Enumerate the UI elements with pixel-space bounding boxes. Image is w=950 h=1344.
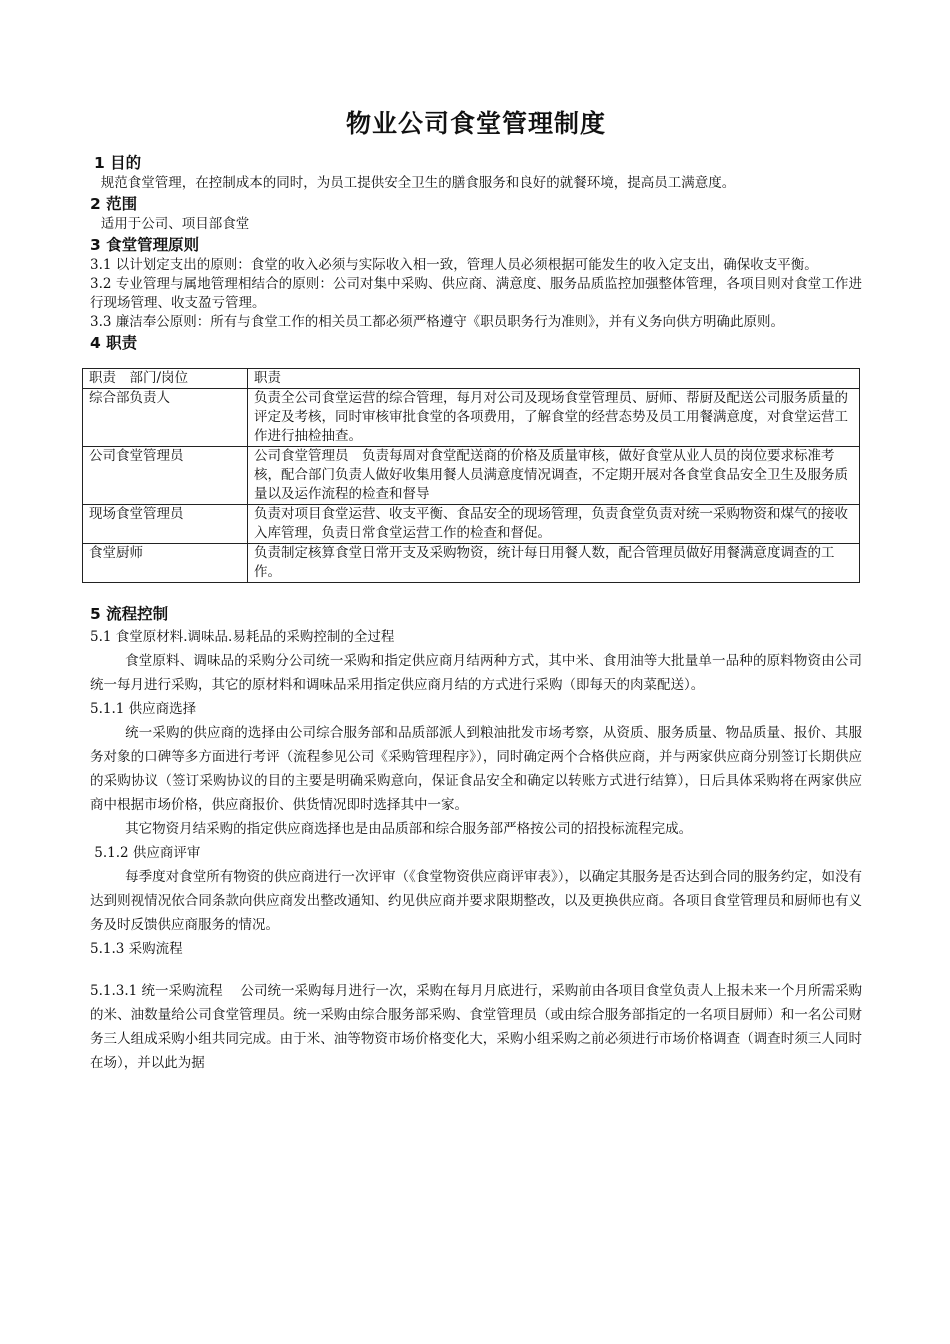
principle-3-1: 3.1 以计划定支出的原则：食堂的收入必须与实际收入相一致，管理人员必须根据可能发生的收入定支出，确保收支平衡。 [90,257,818,273]
table-cell-duty: 公司食堂管理员 负责每周对食堂配送商的价格及质量审核，做好食堂从业人员的岗位要求标准考核，配合部门负责人做好收集用餐人员满意度情况调查，不定期开展对各食堂食品安全卫生及服务质量以及运作流程的检查和督导 [248,447,860,505]
principle-3-2: 3.2 专业管理与属地管理相结合的原则：公司对集中采购、供应商、满意度、服务品质监控加强整体管理，各项目则对食堂工作进行现场管理、收支盈亏管理。 [90,276,862,311]
section-4-heading: 4 职责 [90,334,138,352]
table-row [83,389,860,447]
table-header-cell: 职责 [248,369,860,389]
spacer [90,961,862,979]
section-2-heading: 2 范围 [90,195,138,213]
section-5-1-3-1-text: 5.1.3.1 统一采购流程 公司统一采购每月进行一次，采购在每月月底进行，采购前由各项目食堂负责人上报未来一个月所需采购的米、油数量给公司食堂管理员。统一采购由综合服务部采购、食堂管理员（或由综合服务部指定的一名项目厨师）和一名公司财务三人组成采购小组共同完成。由于米、油等物资市场价格变化大，采购小组采购之前必须进行市场价格调查（调查时须三人同时在场），并以此为据 [90,983,862,1071]
section-5-1-title: 5.1 食堂原材料.调味品.易耗品的采购控制的全过程 [90,629,395,645]
table-cell-duty: 负责全公司食堂运营的综合管理，每月对公司及现场食堂管理员、厨师、帮厨及配送公司服务质量的评定及考核，同时审核审批食堂的各项费用，了解食堂的经营态势及员工用餐满意度，对食堂运营工作进行抽检抽查。 [248,389,860,447]
table-cell-role: 综合部负责人 [83,389,248,447]
section-5-heading: 5 流程控制 [90,605,169,623]
section-1-text: 规范食堂管理，在控制成本的同时，为员工提供安全卫生的膳食服务和良好的就餐环境，提高员工满意度。 [100,175,736,191]
section-1-heading: 1 目的 [94,154,142,172]
table-cell-duty: 负责制定核算食堂日常开支及采购物资，统计每日用餐人数，配合管理员做好用餐满意度调查的工作。 [248,544,860,583]
section-5-1-1-title: 5.1.1 供应商选择 [90,701,197,717]
table-header-row [83,369,860,389]
table-row [83,505,860,544]
table-header-cell: 职责 部门/岗位 [83,369,248,389]
section-5-1-2-text: 每季度对食堂所有物资的供应商进行一次评审（《食堂物资供应商评审表》），以确定其服务是否达到合同的服务约定，如没有达到则视情况依合同条款向供应商发出整改通知、约见供应商并要求限期整改，以及更换供应商。各项目食堂管理员和厨师也有义务及时反馈供应商服务的情况。 [90,869,862,933]
table-cell-role: 食堂厨师 [83,544,248,583]
section-5-1-text: 食堂原料、调味品的采购分公司统一采购和指定供应商月结两种方式，其中米、食用油等大批量单一品种的原料物资由公司统一每月进行采购，其它的原材料和调味品采用指定供应商月结的方式进行采购（即每天的肉菜配送）。 [90,653,862,693]
section-3-heading: 3 食堂管理原则 [90,236,200,254]
section-2-text: 适用于公司、项目部食堂 [100,216,250,232]
table-cell-role: 现场食堂管理员 [83,505,248,544]
section-5-1-1-text-1: 统一采购的供应商的选择由公司综合服务部和品质部派人到粮油批发市场考察，从资质、服务质量、物品质量、报价、其服务对象的口碑等多方面进行考评（流程参见公司《采购管理程序》），同时确定两个合格供应商，并与两家供应商分别签订长期供应的采购协议（签订采购协议的目的主要是明确采购意向，保证食品安全和确定以转账方式进行结算），日后具体采购将在两家供应商中根据市场价格，供应商报价、供货情况即时选择其中一家。 [90,725,862,813]
table-cell-duty: 负责对项目食堂运营、收支平衡、食品安全的现场管理，负责食堂负责对统一采购物资和煤气的接收入库管理，负责日常食堂运营工作的检查和督促。 [248,505,860,544]
principle-3-3: 3.3 廉洁奉公原则：所有与食堂工作的相关员工都必须严格遵守《职员职务行为准则》，并有义务向供方明确此原则。 [90,314,785,330]
duty-table [82,368,860,583]
document-title: 物业公司食堂管理制度 [345,109,606,138]
section-5-1-3-title: 5.1.3 采购流程 [90,941,183,957]
table-row [83,447,860,505]
section-5-1-2-title: 5.1.2 供应商评审 [90,845,201,861]
document-page [90,104,862,1075]
section-5-1-1-text-2: 其它物资月结采购的指定供应商选择也是由品质部和综合服务部严格按公司的招投标流程完成。 [125,821,693,837]
table-row [83,544,860,583]
table-cell-role: 公司食堂管理员 [83,447,248,505]
